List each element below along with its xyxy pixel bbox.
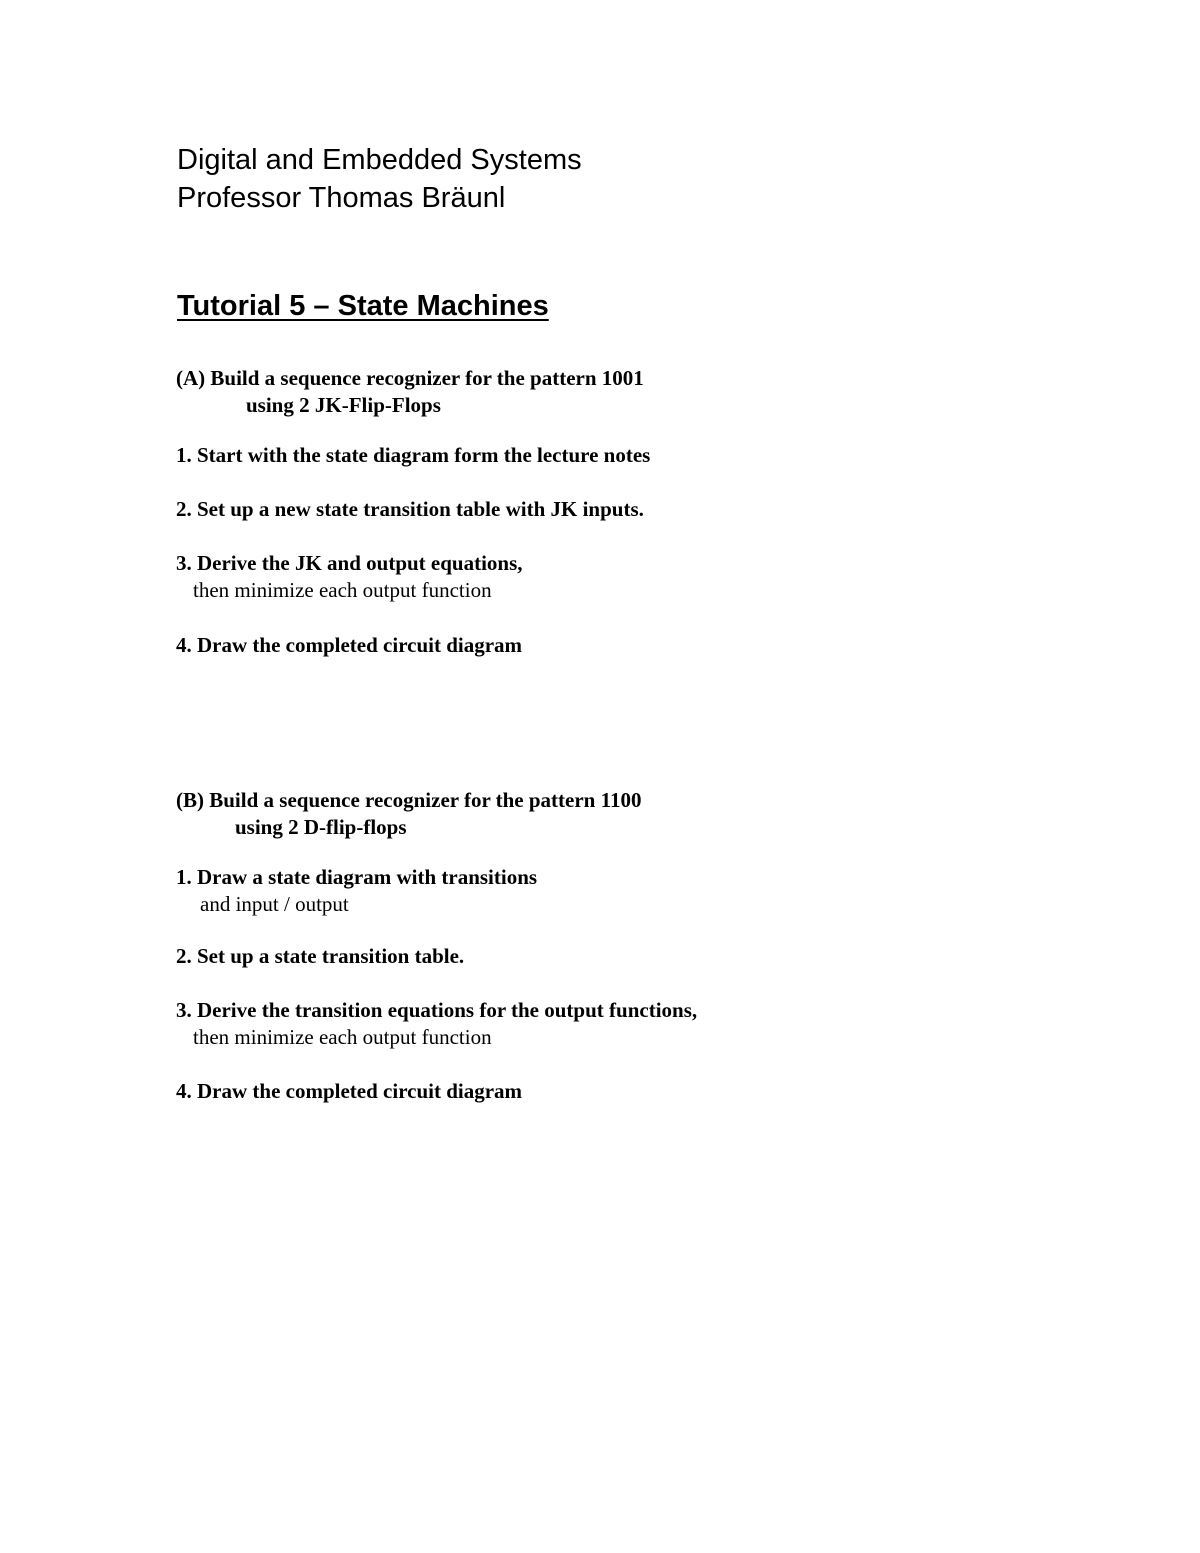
part-b-step-3-note: then minimize each output function: [193, 1025, 492, 1049]
part-a-step-4: 4. Draw the completed circuit diagram: [176, 633, 523, 657]
part-b-heading: (B) Build a sequence recognizer for the pattern 1100: [176, 788, 642, 812]
part-b-subheading: using 2 D-flip-flops: [235, 815, 407, 839]
part-a-subheading: using 2 JK-Flip-Flops: [246, 393, 441, 417]
part-a-step-1: 1. Start with the state diagram form the lecture notes: [176, 443, 651, 467]
course-title: Digital and Embedded Systems: [177, 144, 582, 176]
part-b-step-1: 1. Draw a state diagram with transitions: [176, 865, 538, 889]
page-title: Tutorial 5 – State Machines: [177, 290, 549, 322]
part-a-step-2: 2. Set up a new state transition table with JK inputs.: [176, 497, 644, 521]
part-b-step-2: 2. Set up a state transition table.: [176, 944, 465, 968]
part-a-step-3: 3. Derive the JK and output equations,: [176, 551, 523, 575]
professor-name: Professor Thomas Bräunl: [177, 182, 506, 214]
part-b-step-3: 3. Derive the transition equations for the output functions,: [176, 998, 698, 1022]
part-b-step-1-note: and input / output: [200, 892, 349, 916]
part-b-step-4: 4. Draw the completed circuit diagram: [176, 1079, 523, 1103]
part-a-step-3-note: then minimize each output function: [193, 578, 492, 602]
part-a-heading: (A) Build a sequence recognizer for the pattern 1001: [176, 366, 644, 390]
